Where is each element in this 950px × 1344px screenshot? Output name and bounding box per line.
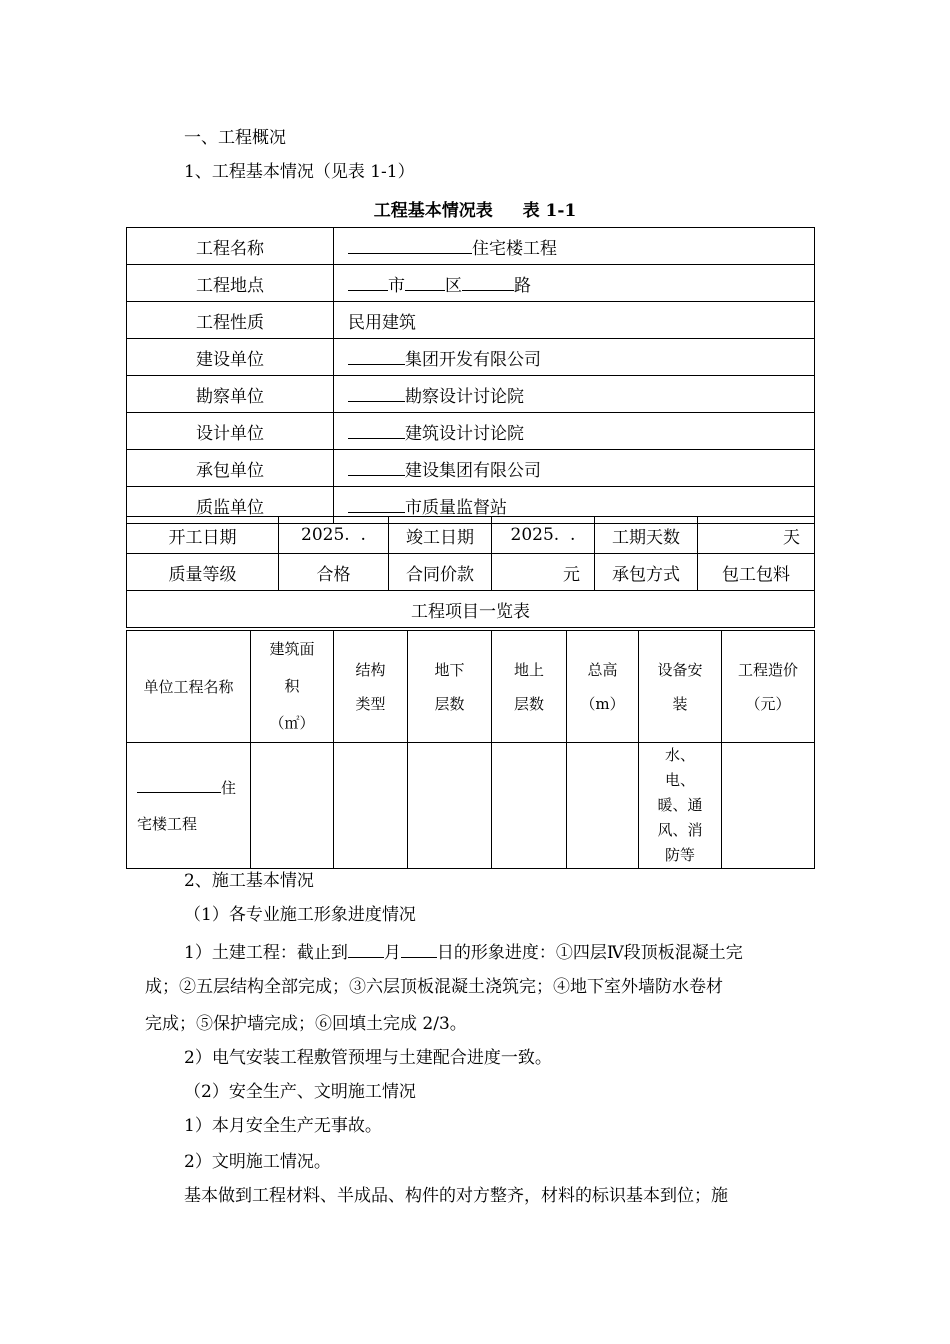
- paragraph-civil-progress-line2: 成；②五层结构全部完成；③六层顶板混凝土浇筑完；④地下室外墙防水卷材: [145, 977, 723, 997]
- value-survey-unit: 勘察设计讨论院: [334, 376, 815, 413]
- table-row: [127, 554, 815, 591]
- subsection-heading-basic: 1、工程基本情况（见表 1-1）: [184, 162, 415, 182]
- paragraph-materials: 基本做到工程材料、半成品、构件的对方整齐，材料的标识基本到位；施: [184, 1186, 728, 1206]
- table-row: [127, 591, 815, 628]
- table-title-text: 工程基本情况表: [373, 201, 493, 221]
- cell-cost: [722, 743, 815, 869]
- value-project-name: 住宅楼工程: [334, 228, 815, 265]
- header-area: 建筑面 积 （㎡）: [251, 631, 334, 743]
- value-start-date: 2025. .: [279, 517, 389, 554]
- header-above-floors: 地上 层数: [492, 631, 567, 743]
- project-info-table: [126, 227, 815, 524]
- label-contractor: 承包单位: [127, 450, 334, 487]
- label-project-nature: 工程性质: [127, 302, 334, 339]
- table-number: 表 1-1: [522, 201, 577, 221]
- table-title: [0, 196, 950, 221]
- header-total-height: 总高 （m）: [567, 631, 639, 743]
- paragraph-civil-progress-line3: 完成；⑤保护墙完成；⑥回填土完成 2/3。: [145, 1014, 467, 1034]
- paragraph-electrical: 2）电气安装工程敷管预埋与土建配合进度一致。: [184, 1048, 552, 1068]
- subsection-progress: （1）各专业施工形象进度情况: [184, 905, 416, 925]
- header-below-floors: 地下 层数: [408, 631, 492, 743]
- header-equipment: 设备安 装: [639, 631, 722, 743]
- value-contractor: 建设集团有限公司: [334, 450, 815, 487]
- paragraph-safety: 1）本月安全生产无事故。: [184, 1116, 382, 1136]
- value-developer: 集团开发有限公司: [334, 339, 815, 376]
- table-row: [127, 450, 815, 487]
- label-start-date: 开工日期: [127, 517, 279, 554]
- cell-below-floors: [408, 743, 492, 869]
- cell-total-height: [567, 743, 639, 869]
- label-quality-grade: 质量等级: [127, 554, 279, 591]
- label-project-location: 工程地点: [127, 265, 334, 302]
- value-quality-grade: 合格: [279, 554, 389, 591]
- table-row: [127, 413, 815, 450]
- header-cost: 工程造价 （元）: [722, 631, 815, 743]
- schedule-table: [126, 516, 815, 628]
- section-heading-construction: 2、施工基本情况: [184, 871, 314, 891]
- label-contract-mode: 承包方式: [595, 554, 698, 591]
- label-quality-supervision: 质监单位: [127, 487, 334, 524]
- subsection-safety: （2）安全生产、文明施工情况: [184, 1082, 416, 1102]
- value-end-date: 2025. .: [492, 517, 595, 554]
- header-unit-name: 单位工程名称: [127, 631, 251, 743]
- table-row: [127, 339, 815, 376]
- project-list-title: 工程项目一览表: [127, 591, 815, 628]
- table-row: [127, 265, 815, 302]
- label-contract-price: 合同价款: [389, 554, 492, 591]
- value-design-unit: 建筑设计讨论院: [334, 413, 815, 450]
- table-row: [127, 517, 815, 554]
- header-structure: 结构 类型: [334, 631, 408, 743]
- list-header-row: [127, 631, 815, 743]
- value-project-nature: 民用建筑: [334, 302, 815, 339]
- section-heading-overview: 一、工程概况: [184, 128, 286, 148]
- value-contract-price: 元: [492, 554, 595, 591]
- label-developer: 建设单位: [127, 339, 334, 376]
- label-duration: 工期天数: [595, 517, 698, 554]
- label-design-unit: 设计单位: [127, 413, 334, 450]
- label-end-date: 竣工日期: [389, 517, 492, 554]
- value-contract-mode: 包工包料: [698, 554, 815, 591]
- cell-unit-name: 住 宅楼工程: [127, 743, 251, 869]
- project-list-table: [126, 630, 815, 869]
- cell-area: [251, 743, 334, 869]
- value-project-location: 市 区 路: [334, 265, 815, 302]
- cell-structure: [334, 743, 408, 869]
- table-row: [127, 228, 815, 265]
- list-data-row: [127, 743, 815, 869]
- cell-above-floors: [492, 743, 567, 869]
- value-duration: 天: [698, 517, 815, 554]
- table-row: [127, 302, 815, 339]
- label-project-name: 工程名称: [127, 228, 334, 265]
- table-row: [127, 376, 815, 413]
- paragraph-civil-progress: 1）土建工程：截止到 月 日的形象进度：①四层Ⅳ段顶板混凝土完: [184, 939, 743, 964]
- paragraph-civilized: 2）文明施工情况。: [184, 1152, 331, 1172]
- value-quality-supervision: 市质量监督站: [334, 487, 815, 524]
- cell-equipment: 水、 电、 暖、通 风、消 防等: [639, 743, 722, 869]
- label-survey-unit: 勘察单位: [127, 376, 334, 413]
